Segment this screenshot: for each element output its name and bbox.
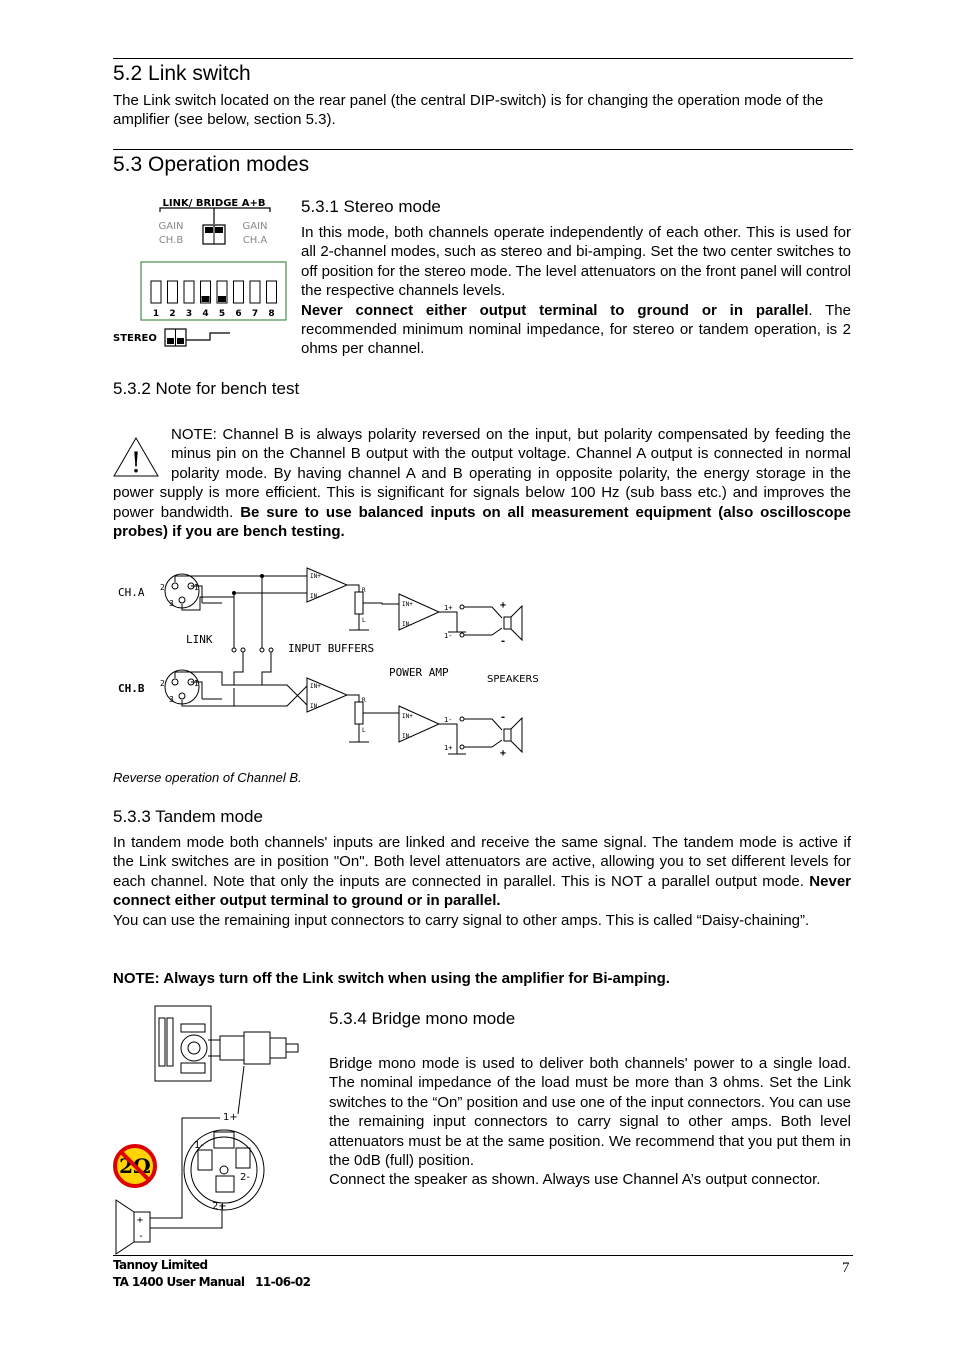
pin-1-label: 1 [194, 583, 199, 592]
bridge-connect: Connect the speaker as shown. Always use Channel A’s output connector. [329, 1171, 821, 1189]
bridge-speaker-minus: - [138, 1231, 145, 1242]
bridge-body: Bridge mono mode is used to deliver both channels' power to a single load. The nominal impedance of the load must be more than 3 ohms. Set the Link switches to the “On” position and use one of the input connectors. You can use the remaining input connectors to carry signal to other amps. Both level attenuators must be at the same position. We recommend that you put them in the 0dB (full) position. [329, 1055, 852, 1170]
out-a-1plus: 1+ [444, 604, 453, 612]
stereo-body: In this mode, both channels operate independently of each other. This is used for all 2-channel modes, such as stereo and bi-amping. Set the two center switches to off position for the stereo mode. The level attenuators on the front panel will control the respective channels levels. [301, 224, 851, 300]
section-5-3-heading: 5.3 Operation modes [113, 153, 310, 176]
stereo-label: STEREO [113, 333, 157, 344]
dip-switch-1 [151, 281, 161, 303]
out-a-1minus: 1- [444, 632, 453, 640]
pin-2-label-b: 2 [160, 679, 165, 688]
tandem-bold: Never connect either output terminal to ground or in parallel. [113, 872, 851, 910]
stereo-warning-bold: Never connect either output terminal to ground or in parallel [301, 301, 809, 319]
pot-b-l: L [362, 727, 366, 734]
dip-number-label: 3 [185, 309, 193, 319]
section-5-2-heading: 5.2 Link switch [113, 62, 251, 85]
dip-number-label: 2 [169, 309, 176, 319]
bench-body: NOTE: Channel B is always polarity reversed on the input, but polarity compensated by feeding the minus pin on the Channel B output with the output voltage. Channel A output is connected in normal polarity mode. By having channel A and B operating in opposite polarity, the energy storage in the power supply is more efficient. This is significant for signals below 100 Hz (sub bass etc.) and improves the power bandwidth. [113, 426, 851, 521]
stereo-text [301, 223, 851, 359]
ch-b-label: CH.B [118, 682, 145, 695]
bench-heading: 5.3.2 Note for bench test [113, 379, 300, 398]
buffer-a-in-minus: IN- [310, 593, 321, 600]
dip-switch-8 [267, 281, 277, 303]
bench-text [113, 425, 851, 541]
bench-bold: Be sure to use balanced inputs on all measurement equipment (also oscilloscope probes) if you are bench testing. [113, 503, 852, 541]
tandem-daisy: You can use the remaining input connectors to carry signal to other amps. This is called “Daisy-chaining”. [113, 911, 810, 929]
pin-3-label: 3 [169, 599, 174, 608]
dip-number-label: 7 [251, 309, 259, 319]
dip-switch-knob [218, 296, 226, 302]
bridge-text [329, 1054, 851, 1190]
dip-switch-7 [250, 281, 260, 303]
spk-b-minus: - [500, 712, 507, 723]
spk-a-minus: - [500, 636, 507, 647]
bridge-heading: 5.3.4 Bridge mono mode [329, 1009, 516, 1028]
power-amp-label: POWER AMP [389, 666, 449, 679]
no-2-ohm-icon [115, 1146, 155, 1186]
page-number: 7 [842, 1260, 850, 1276]
pot-b-r: R [362, 697, 366, 704]
bridge-pin-1minus: 1- [194, 1140, 204, 1151]
dip-number-label: 4 [202, 309, 209, 319]
out-b-1plus: 1+ [444, 744, 453, 752]
footer-rule [113, 1255, 853, 1256]
dip-number-label: 6 [235, 309, 242, 319]
no-2-ohm-label: 2Ω [119, 1154, 151, 1178]
ch-a-label: CH.A [118, 586, 145, 599]
spk-a-plus: + [500, 600, 507, 611]
gain-b-ch-label: CH.B [158, 235, 184, 246]
footer-manual: TA 1400 User Manual 11-06-02 [113, 1275, 311, 1289]
bench-schematic [112, 560, 552, 766]
dip-switch-3 [184, 281, 194, 303]
stereo-heading: 5.3.1 Stereo mode [301, 197, 441, 216]
section-rule [113, 58, 853, 59]
gain-b-label: GAIN [158, 221, 184, 232]
warning-symbol: ! [130, 446, 142, 478]
pot-a-l: L [362, 617, 366, 624]
dip-number-label: 5 [218, 309, 226, 319]
buffer-b-in-plus: IN+ [310, 683, 321, 690]
bridge-pin-2minus: 2- [240, 1172, 250, 1183]
spk-b-plus: + [500, 748, 507, 759]
out-b-1minus: 1- [444, 716, 453, 724]
section-rule [113, 149, 853, 150]
bridge-pin-1plus: 1+ [223, 1112, 238, 1123]
footer-company: Tannoy Limited [113, 1258, 208, 1272]
dip-top-label: LINK/ BRIDGE A+B [162, 198, 266, 209]
section-5-2-text: The Link switch located on the rear panel (the central DIP-switch) is for changing the operation mode of the amplifier (see below, section 5.3). [113, 92, 824, 129]
link-label: LINK [186, 633, 213, 646]
dip-number-label: 8 [268, 309, 275, 319]
input-buffers-label: INPUT BUFFERS [288, 642, 375, 655]
pot-a-r: R [362, 587, 366, 594]
stereo-warning-rest: . The recommended minimum nominal impedance, for stereo or tandem operation, is 2 ohms per channel. [301, 301, 851, 358]
gain-a-ch-label: CH.A [242, 235, 268, 246]
pin-1-label-b: 1 [194, 679, 199, 688]
tandem-body: In tandem mode both channels' inputs are linked and receive the same signal. The tandem mode is active if the Link switches are in position "On". Both level attenuators are active, allowing you to set different levels for each channel. Note that only the inputs are connected in parallel. This is NOT a parallel output mode. [113, 834, 851, 890]
amp-b-in-plus: IN+ [402, 713, 413, 720]
bridge-speaker-plus: + [137, 1215, 144, 1226]
amp-a-in-plus: IN+ [402, 601, 413, 608]
gain-a-label: GAIN [242, 221, 268, 232]
tandem-note: NOTE: Always turn off the Link switch when using the amplifier for Bi-amping. [113, 970, 670, 987]
dip-switch-6 [234, 281, 244, 303]
pin-3-label-b: 3 [169, 695, 174, 704]
amp-a-in-minus: IN- [402, 621, 413, 628]
buffer-b-in-minus: IN- [310, 703, 321, 710]
pin-2-label: 2 [160, 583, 165, 592]
tandem-text [113, 833, 851, 930]
bench-caption: Reverse operation of Channel B. [113, 770, 302, 785]
bridge-figure [112, 1000, 324, 1258]
dip-switch-figure [112, 192, 292, 352]
tandem-heading: 5.3.3 Tandem mode [113, 807, 263, 826]
speakers-label: SPEAKERS [487, 674, 539, 685]
buffer-a-in-plus: IN+ [310, 573, 321, 580]
dip-switch-knob [202, 296, 210, 302]
dip-number-label: 1 [152, 309, 160, 319]
bridge-pin-2plus: 2+ [212, 1201, 227, 1212]
dip-switch-2 [168, 281, 178, 303]
amp-b-in-minus: IN- [402, 733, 413, 740]
